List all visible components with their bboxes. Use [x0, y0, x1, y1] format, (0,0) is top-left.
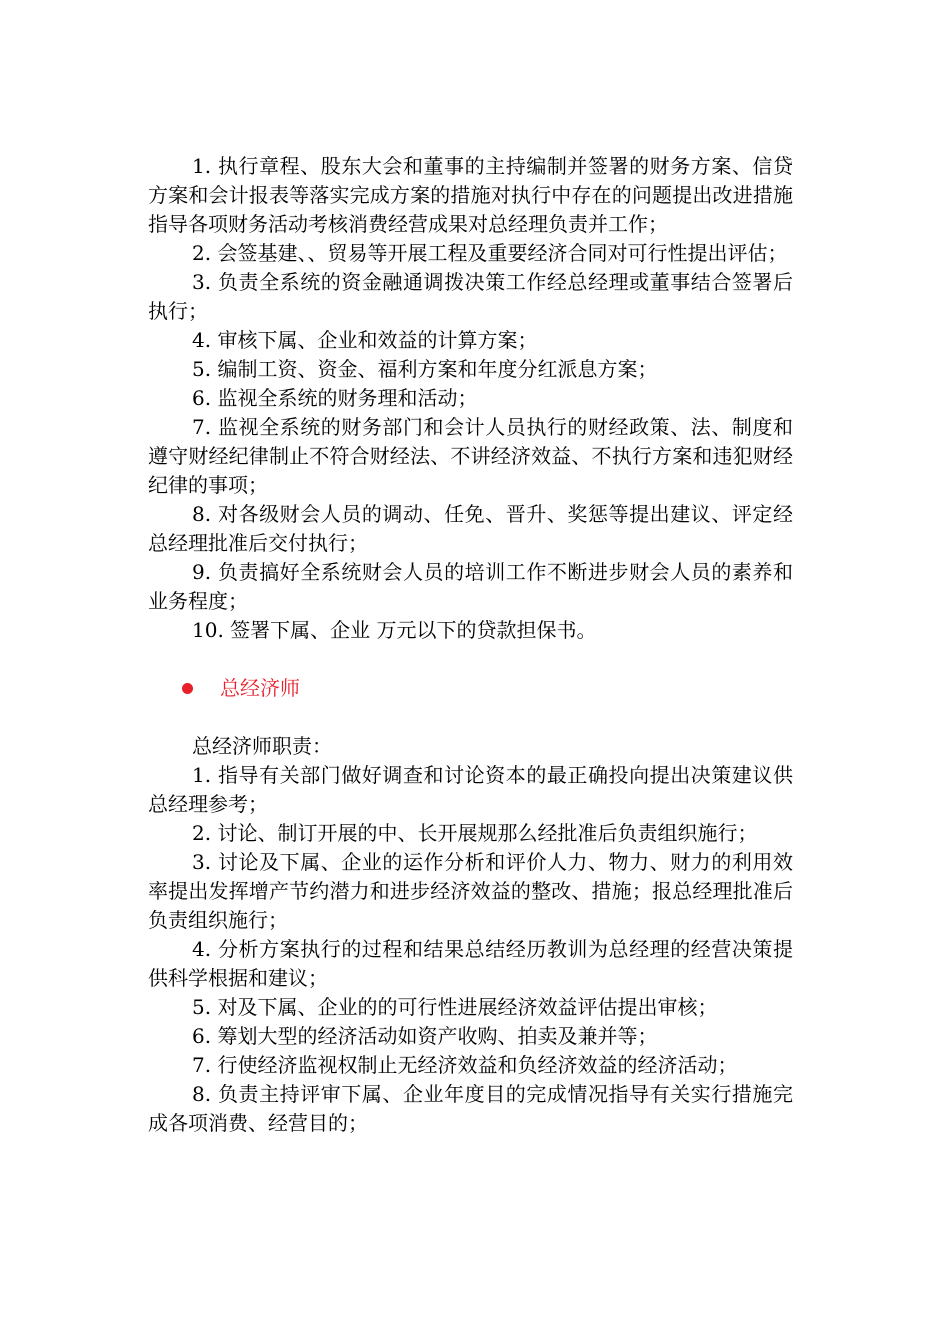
section-heading-text: 总经济师	[220, 676, 300, 700]
section-chief-economist-duties	[148, 732, 793, 1138]
section-finance-duties	[148, 152, 793, 645]
duty-item: 6. 筹划大型的经济活动如资产收购、拍卖及兼并等；	[192, 1024, 658, 1048]
duty-item: 2. 讨论、制订开展的中、长开展规那么经批准后负责组织施行；	[192, 821, 758, 845]
duty-item: 5. 对及下属、企业的的可行性进展经济效益评估提出审核；	[192, 995, 718, 1019]
duty-item: 1. 执行章程、股东大会和董事的主持编制并签署的财务方案、信贷方案和会计报表等落实完成方案的措施对执行中存在的问题提出改进措施指导各项财务活动考核消费经营成果对总经理负责并工作；	[148, 154, 793, 236]
section-intro: 总经济师职责：	[192, 734, 332, 758]
duty-item: 8. 负责主持评审下属、企业年度目的完成情况指导有关实行措施完成各项消费、经营目的；	[148, 1082, 793, 1135]
duty-item: 5. 编制工资、资金、福利方案和年度分红派息方案；	[192, 357, 658, 381]
duty-item: 2. 会签基建、、贸易等开展工程及重要经济合同对可行性提出评估；	[192, 241, 788, 265]
section-heading	[148, 674, 793, 703]
duty-item: 10. 签署下属、企业 万元以下的贷款担保书。	[192, 618, 597, 642]
duty-item: 9. 负责搞好全系统财会人员的培训工作不断进步财会人员的素养和业务程度；	[148, 560, 793, 613]
duty-item: 1. 指导有关部门做好调查和讨论资本的最正确投向提出决策建议供总经理参考；	[148, 763, 793, 816]
duty-item: 7. 监视全系统的财务部门和会计人员执行的财经政策、法、制度和遵守财经纪律制止不符合财经法、不讲经济效益、不执行方案和违犯财经纪律的事项；	[148, 415, 793, 497]
document-body	[148, 152, 793, 1138]
duty-item: 8. 对各级财会人员的调动、任免、晋升、奖惩等提出建议、评定经总经理批准后交付执行；	[148, 502, 793, 555]
duty-item: 3. 负责全系统的资金融通调拨决策工作经总经理或董事结合签署后执行；	[148, 270, 793, 323]
duty-item: 4. 审核下属、企业和效益的计算方案；	[192, 328, 538, 352]
duty-item: 6. 监视全系统的财务理和活动；	[192, 386, 478, 410]
duty-item: 4. 分析方案执行的过程和结果总结经历教训为总经理的经营决策提供科学根据和建议；	[148, 937, 793, 990]
bullet-icon	[182, 683, 193, 694]
duty-item: 7. 行使经济监视权制止无经济效益和负经济效益的经济活动；	[192, 1053, 738, 1077]
duty-item: 3. 讨论及下属、企业的运作分析和评价人力、物力、财力的利用效率提出发挥增产节约潜力和进步经济效益的整改、措施；报总经理批准后负责组织施行；	[148, 850, 793, 932]
